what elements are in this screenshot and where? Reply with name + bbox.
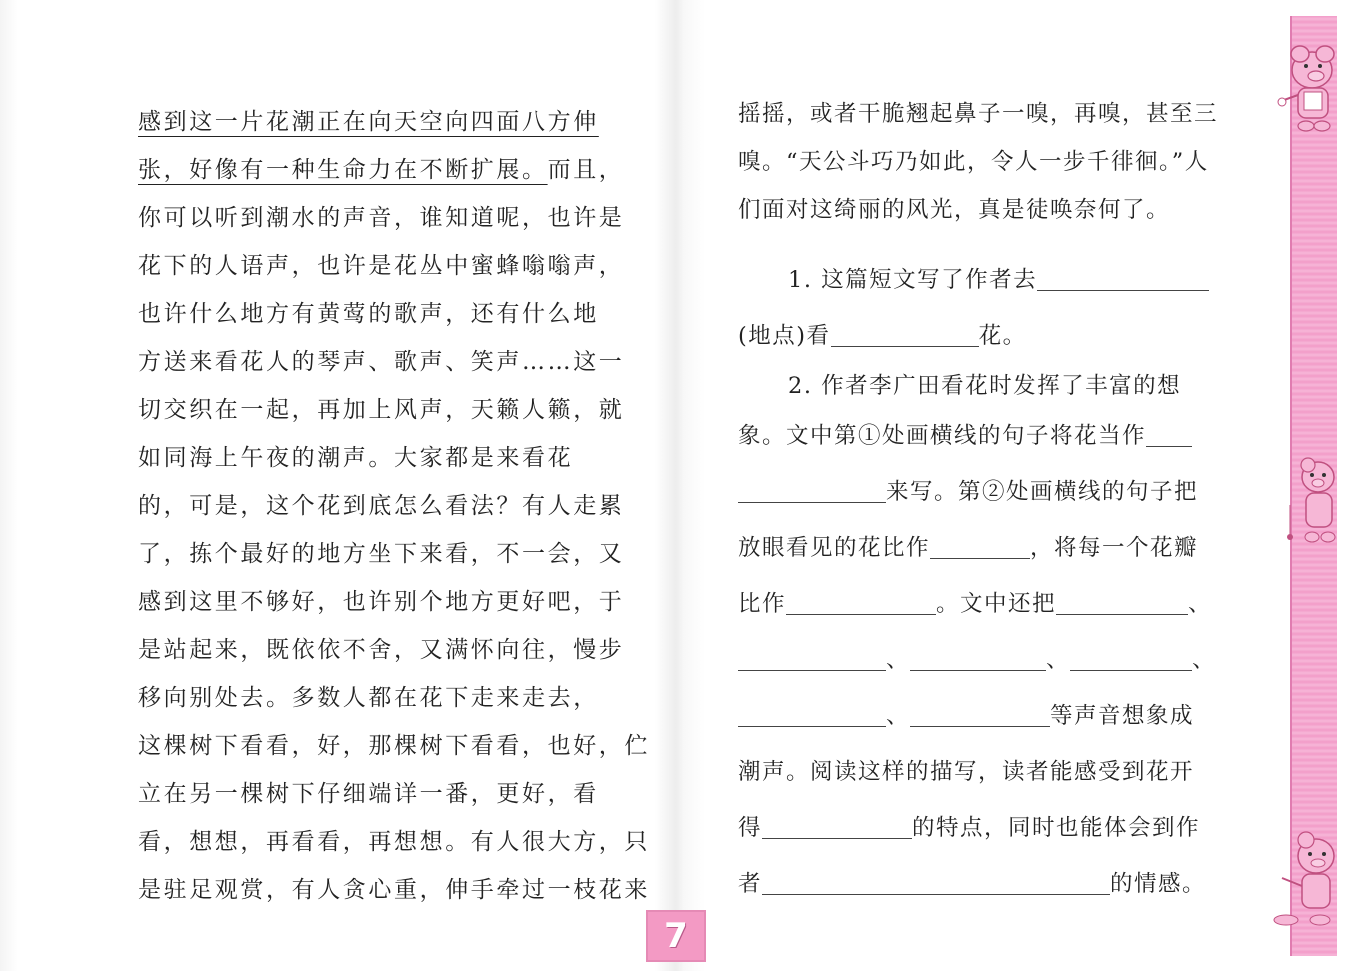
text-segment: 如同海上午夜的潮声。大家都是来看花: [138, 445, 574, 471]
q2-text: 、: [1188, 591, 1213, 617]
answer-blank-10[interactable]: [910, 704, 1050, 727]
text-segment: 立在另一棵树下仔细端详一番，更好，看: [138, 781, 599, 807]
body-text-line: [138, 722, 650, 770]
q2-text: 、: [886, 647, 911, 673]
body-text-line: [138, 626, 625, 674]
body-text-line: [138, 866, 650, 914]
body-text-line: [138, 290, 618, 338]
body-text-line: [138, 482, 625, 530]
q2-text: 、: [886, 703, 911, 729]
q2-text: 放眼看见的花比作: [738, 535, 931, 561]
question-2-line-3: [738, 474, 1198, 506]
underlined-sentence: 张，好像有一种生命力在不断扩展。: [138, 157, 548, 183]
body-text-line: [138, 194, 625, 242]
question-2-line-2: [738, 418, 1192, 450]
body-text-line: [138, 242, 625, 290]
question-1-text: 1. 这篇短文写了作者去: [788, 267, 1038, 293]
pig-with-yoyo-icon: [1282, 455, 1342, 555]
passage-line: 们面对这绮丽的风光，真是徒唤奈何了。: [738, 197, 1171, 223]
question-2-line-9: [738, 810, 1200, 842]
body-text-line: [138, 674, 618, 722]
text-segment: 了，拣个最好的地方坐下来看，不一会，又: [138, 541, 625, 567]
answer-blank-9[interactable]: [738, 704, 886, 727]
page-number: 7: [646, 910, 706, 962]
body-text-line: [138, 98, 618, 146]
q2-text: 得: [738, 815, 763, 841]
pig-waving-icon: [1272, 830, 1342, 930]
text-segment: 是站起来，既依依不舍，又满怀向往，慢步: [138, 637, 625, 663]
q2-text: 来写。第②处画横线的句子把: [886, 479, 1199, 505]
question-1-line-2: [738, 318, 1027, 350]
body-text-line: [138, 770, 618, 818]
answer-blank-7[interactable]: [910, 648, 1046, 671]
answer-blank-1[interactable]: [1146, 424, 1192, 447]
q2-text: ，将每一个花瓣: [1030, 535, 1199, 561]
answer-blank-4[interactable]: [786, 592, 936, 615]
question-2-line-6: [738, 642, 1216, 674]
text-segment: 花下的人语声，也许是花丛中蜜蜂嗡嗡声，: [138, 253, 625, 279]
answer-blank-11[interactable]: [762, 816, 912, 839]
body-text-line: [138, 434, 618, 482]
question-2-line-1: 2. 作者李广田看花时发挥了丰富的想: [788, 373, 1182, 399]
q2-text: 象。文中第①处画横线的句子将花当作: [738, 423, 1147, 449]
answer-blank-2[interactable]: [738, 480, 886, 503]
underlined-sentence: 感到这一片花潮正在向天空向四面八方伸: [138, 109, 599, 135]
passage-line: 嗅。“天公斗巧乃如此，令人一步千徘徊。”人: [738, 149, 1209, 175]
q2-text: 的情感。: [1110, 871, 1207, 897]
text-segment: 切交织在一起，再加上风声，天籁人籁，就: [138, 397, 625, 423]
answer-blank-location[interactable]: [1037, 268, 1209, 291]
question-2-line-7: [738, 698, 1194, 730]
question-2-line-10: [738, 866, 1206, 898]
text-segment: 是驻足观赏，有人贪心重，伸手牵过一枝花来: [138, 877, 650, 903]
question-2-line-5: [738, 586, 1212, 618]
text-segment: 而且，: [547, 157, 625, 183]
q2-text: 的特点，同时也能体会到作: [912, 815, 1201, 841]
body-text-line: [138, 146, 625, 194]
q2-text: 比作: [738, 591, 787, 617]
q2-text: 等声音想象成: [1050, 703, 1195, 729]
q1-text-b: 花。: [978, 323, 1027, 349]
question-1-line-1: [788, 262, 1209, 294]
answer-blank-8[interactable]: [1070, 648, 1192, 671]
body-text-line: [138, 818, 650, 866]
question-2-line-4: [738, 530, 1198, 562]
text-segment: 的，可是，这个花到底怎么看法？有人走累: [138, 493, 625, 519]
text-segment: 这棵树下看看，好，那棵树下看看，也好，伫: [138, 733, 650, 759]
text-segment: 移向别处去。多数人都在花下走来走去，: [138, 685, 599, 711]
pig-mascot-icon: [1270, 40, 1340, 135]
text-segment: 你可以听到潮水的声音，谁知道呢，也许是: [138, 205, 625, 231]
body-text-line: [138, 530, 625, 578]
text-segment: 方送来看花人的琴声、歌声、笑声……这一: [138, 349, 625, 375]
passage-line: 摇摇，或者干脆翘起鼻子一嗅，再嗅，甚至三: [738, 101, 1219, 127]
answer-blank-5[interactable]: [1056, 592, 1188, 615]
answer-blank-flower[interactable]: [831, 324, 979, 347]
q2-text: 者: [738, 871, 763, 897]
text-segment: 也许什么地方有黄莺的歌声，还有什么地: [138, 301, 599, 327]
q1-text-a: (地点)看: [738, 323, 831, 349]
body-text-line: [138, 578, 625, 626]
text-segment: 感到这里不够好，也许别个地方更好吧，于: [138, 589, 625, 615]
answer-blank-3[interactable]: [930, 536, 1030, 559]
left-page-text: [138, 98, 650, 914]
question-2-line-8: 潮声。阅读这样的描写，读者能感受到花开: [738, 759, 1195, 785]
text-segment: 看，想想，再看看，再想想。有人很大方，只: [138, 829, 650, 855]
body-text-line: [138, 338, 625, 386]
q2-text: 、: [1192, 647, 1217, 673]
q2-text: 。文中还把: [936, 591, 1057, 617]
answer-blank-12[interactable]: [762, 872, 1110, 895]
answer-blank-6[interactable]: [738, 648, 886, 671]
q2-text: 、: [1046, 647, 1071, 673]
body-text-line: [138, 386, 625, 434]
